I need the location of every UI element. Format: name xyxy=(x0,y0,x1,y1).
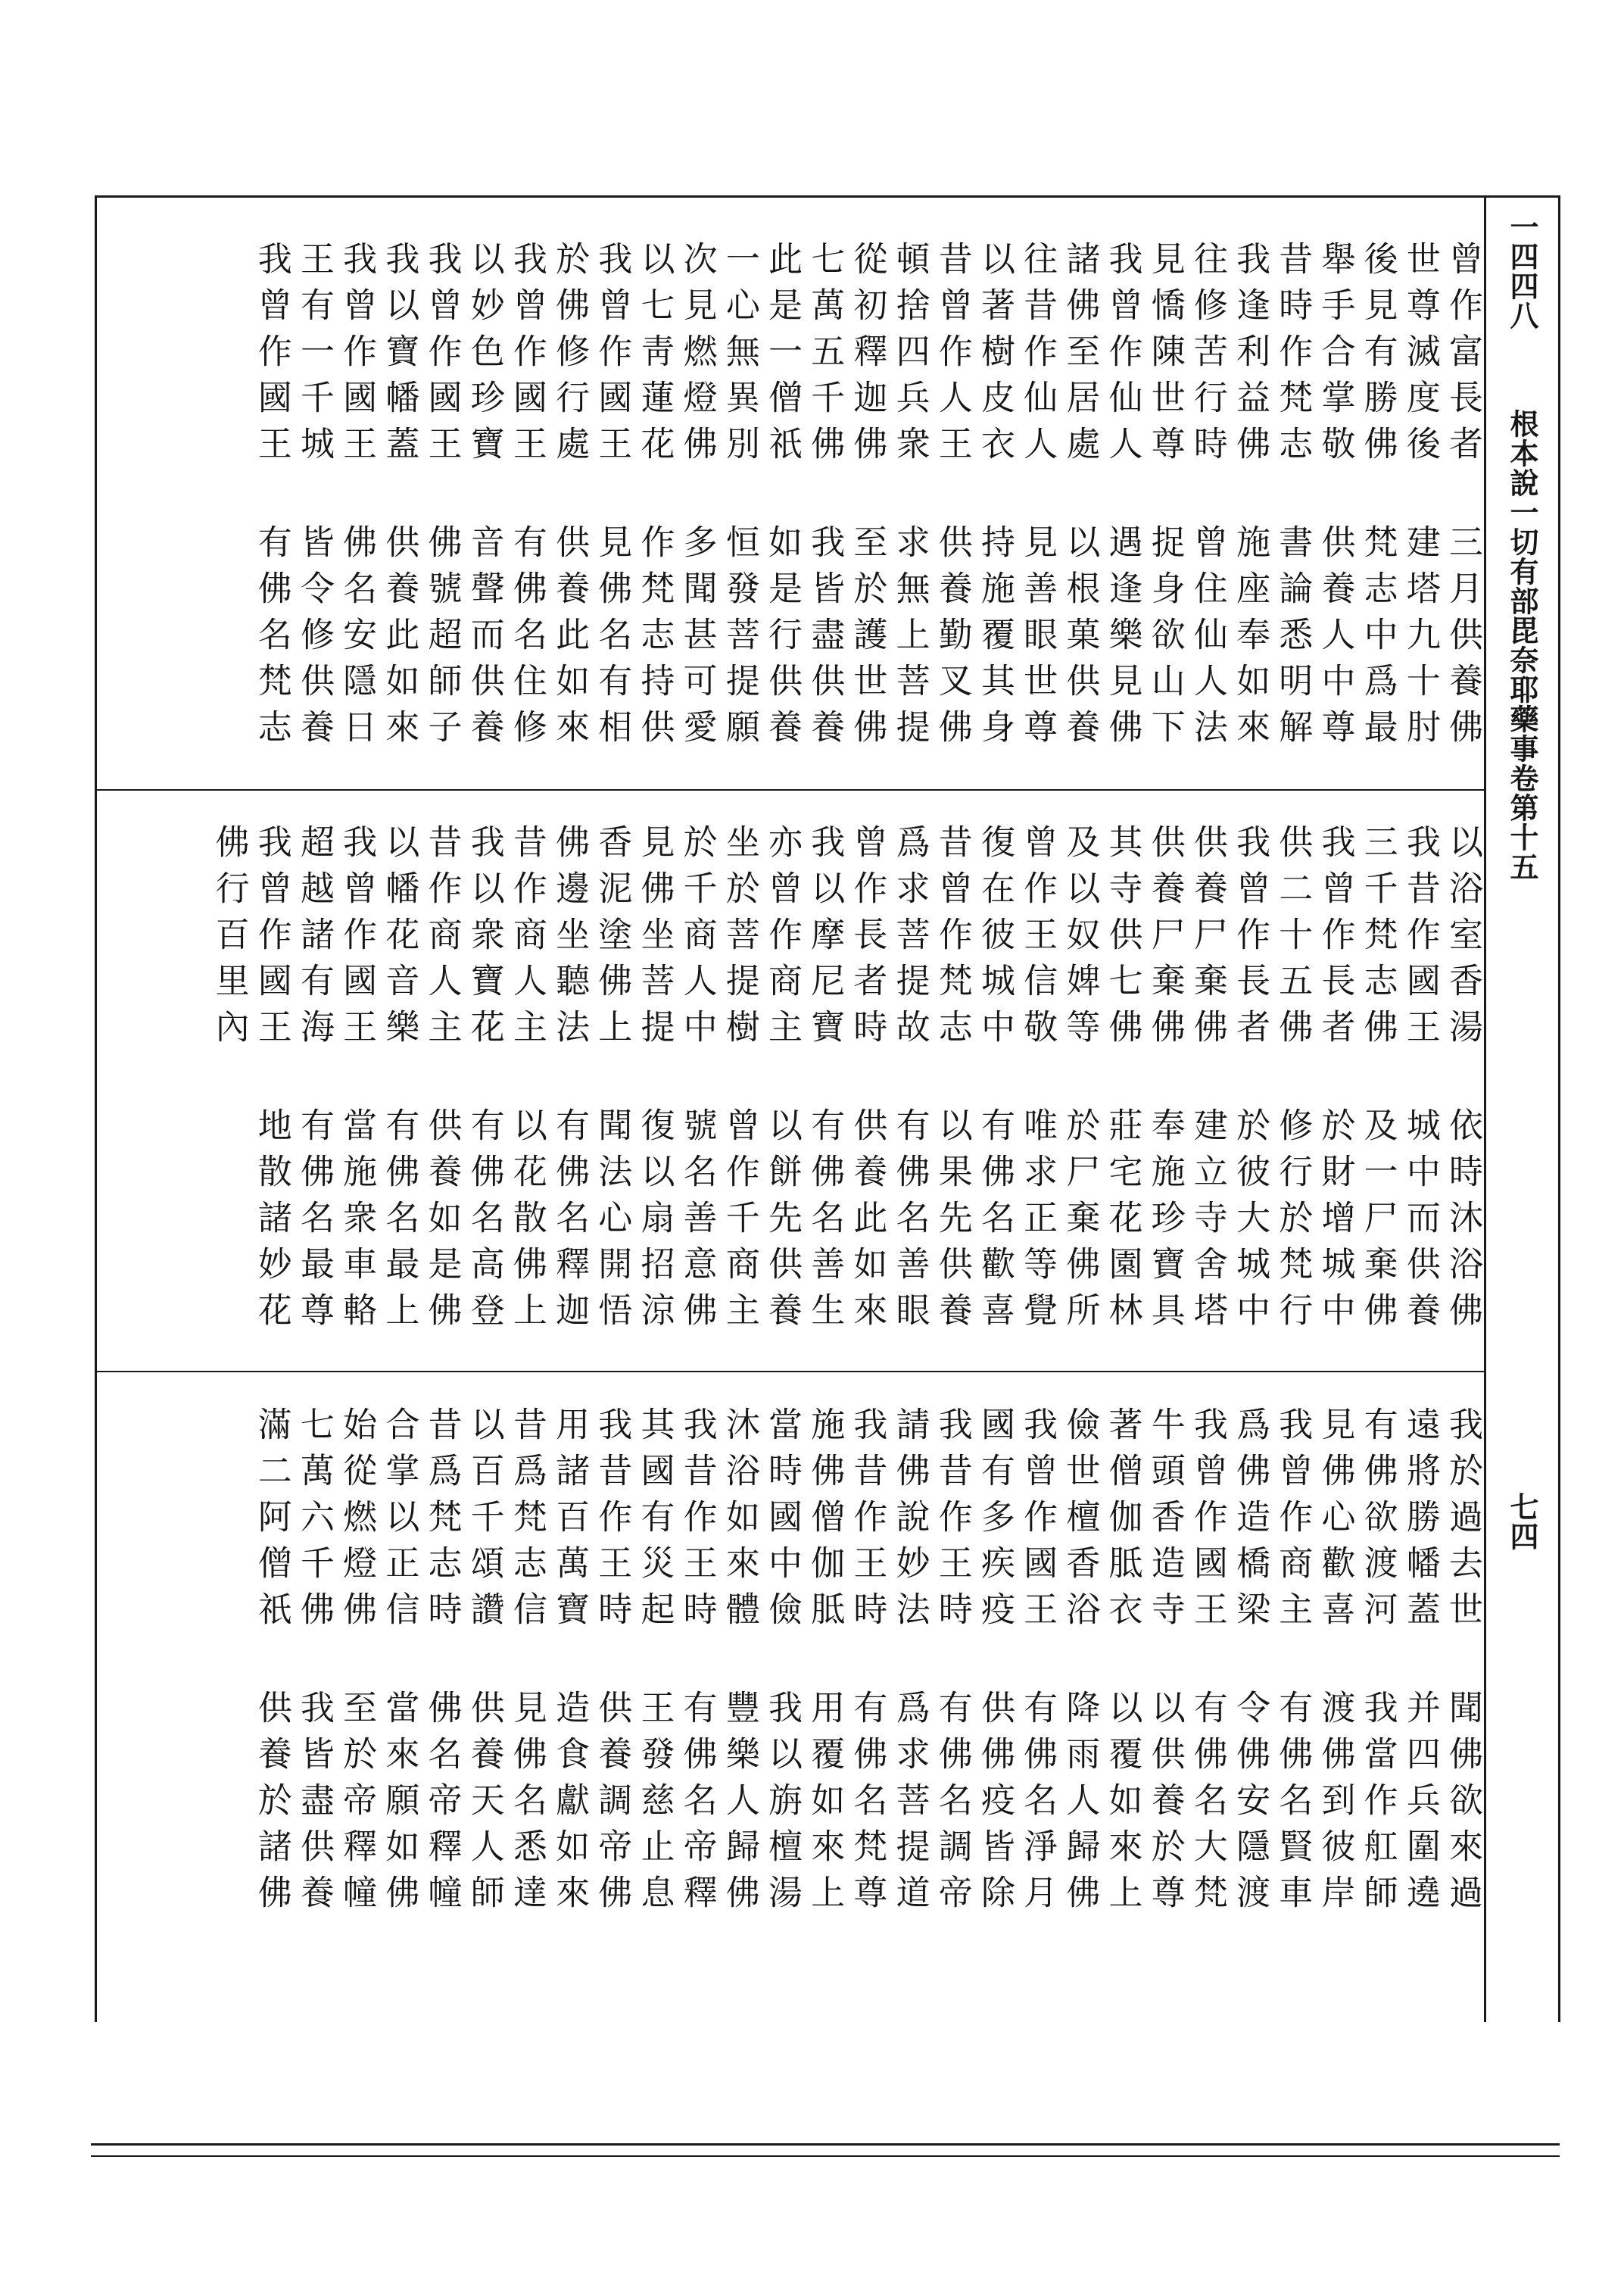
verse-line-lower: 供養人中尊 xyxy=(1315,524,1356,755)
verse-column xyxy=(1101,241,1143,763)
verse-column xyxy=(1442,1406,1484,1929)
verse-line-lower: 復以扇招涼 xyxy=(634,1107,675,1338)
verse-line-upper: 合掌以正信 xyxy=(379,1406,420,1637)
verse-line-lower: 於尸棄佛所 xyxy=(1060,1107,1101,1338)
verse-line-upper: 曾作富長者 xyxy=(1443,241,1483,472)
verse-column xyxy=(1314,1406,1356,1929)
sheet-number: 七四 xyxy=(1505,1492,1539,1551)
verse-line-upper: 請佛說妙法 xyxy=(890,1406,930,1637)
verse-line-lower: 佛名安隱日 xyxy=(337,524,378,755)
page-number: 一四四八 xyxy=(1505,212,1539,330)
verse-column xyxy=(974,824,1016,1347)
verse-line-upper: 以百千頌讚 xyxy=(464,1406,505,1637)
verse-line-lower: 造食獻如來 xyxy=(550,1690,591,1921)
verse-column xyxy=(1144,1406,1186,1929)
verse-line-lower: 有佛名大梵 xyxy=(1187,1690,1228,1921)
verse-line-upper: 以幡花音樂 xyxy=(379,824,420,1055)
verse-line-lower: 我當作舡師 xyxy=(1357,1690,1398,1921)
verse-line-upper: 我昔作王時 xyxy=(592,1406,633,1637)
verse-line-upper: 以浴室香湯 xyxy=(1443,824,1483,1055)
frame-right-inner-rule xyxy=(1484,195,1486,2022)
verse-line-upper: 於佛修行處 xyxy=(550,241,591,472)
verse-column xyxy=(675,241,718,763)
verse-column xyxy=(718,241,761,763)
verse-line-lower: 我皆盡供養 xyxy=(294,1690,335,1921)
verse-column xyxy=(548,241,591,763)
verse-line-lower: 求無上菩提 xyxy=(890,524,930,755)
verse-line-lower: 聞法心開悟 xyxy=(592,1107,633,1338)
verse-line-lower: 以供養於尊 xyxy=(1145,1690,1186,1921)
verse-line-upper: 爲佛造橋梁 xyxy=(1230,1406,1271,1637)
band-divider-1 xyxy=(97,789,1484,791)
verse-column xyxy=(633,241,675,763)
verse-column xyxy=(1016,1406,1058,1929)
verse-line-lower: 供養調帝佛 xyxy=(592,1690,633,1921)
verse-line-upper: 次見燃燈佛 xyxy=(677,241,718,472)
verse-column xyxy=(1356,824,1398,1347)
verse-line-lower: 及一尸棄佛 xyxy=(1357,1107,1398,1338)
verse-line-lower: 渡佛到彼岸 xyxy=(1315,1690,1356,1921)
verse-line-upper: 此是一僧祇 xyxy=(762,241,803,472)
verse-line-lower: 有佛名善眼 xyxy=(890,1107,930,1338)
verse-column xyxy=(335,241,378,763)
verse-line-upper: 我以摩尼寶 xyxy=(805,824,846,1055)
verse-column xyxy=(1314,824,1356,1347)
verse-column xyxy=(207,824,250,1347)
verse-line-lower: 供佛疫皆除 xyxy=(974,1690,1015,1921)
verse-line-upper: 我逢利益佛 xyxy=(1230,241,1271,472)
verse-line-upper: 昔爲梵志信 xyxy=(507,1406,547,1637)
verse-line-lower: 至於帝釋幢 xyxy=(337,1690,378,1921)
bottom-rule-1 xyxy=(91,2143,1560,2146)
verse-column xyxy=(1186,1406,1229,1929)
verse-line-lower: 見佛名悉達 xyxy=(507,1690,547,1921)
verse-line-upper: 施佛僧伽胝 xyxy=(805,1406,846,1637)
verse-line-lower: 供養此如來 xyxy=(379,524,420,755)
verse-line-lower: 有佛名梵尊 xyxy=(847,1690,888,1921)
verse-column xyxy=(293,824,335,1347)
verse-column xyxy=(675,824,718,1347)
verse-column xyxy=(251,824,293,1347)
verse-column xyxy=(591,824,633,1347)
verse-line-upper: 昔曾作梵志 xyxy=(932,824,973,1055)
verse-column xyxy=(1058,241,1101,763)
verse-columns xyxy=(207,824,1484,1347)
verse-line-upper: 昔作商人主 xyxy=(507,824,547,1055)
verse-line-upper: 牛頭香造寺 xyxy=(1145,1406,1186,1637)
verse-column xyxy=(591,1406,633,1929)
verse-line-lower: 我皆盡供養 xyxy=(805,524,846,755)
verse-column xyxy=(548,1406,591,1929)
verse-column xyxy=(293,241,335,763)
verse-line-lower: 有佛名梵志 xyxy=(251,524,292,755)
verse-line-upper: 我曾作長者 xyxy=(1230,824,1271,1055)
verse-line-upper: 昔時作梵志 xyxy=(1273,241,1314,472)
verse-line-lower: 多聞甚可愛 xyxy=(677,524,718,755)
verse-column xyxy=(1016,241,1058,763)
verse-line-lower: 并四兵圍遶 xyxy=(1400,1690,1441,1921)
verse-line-upper: 沐浴如來體 xyxy=(719,1406,760,1637)
verse-column xyxy=(1229,241,1271,763)
verse-line-upper: 佛行百里內 xyxy=(209,824,250,1055)
verse-line-upper: 後見有勝佛 xyxy=(1357,241,1398,472)
verse-column xyxy=(1186,241,1229,763)
verse-column xyxy=(420,824,463,1347)
verse-columns xyxy=(251,241,1484,763)
verse-column xyxy=(931,241,974,763)
verse-line-lower: 梵志中爲最 xyxy=(1357,524,1398,755)
verse-line-lower: 三月供養佛 xyxy=(1443,524,1483,755)
verse-line-lower: 有佛名賢車 xyxy=(1273,1690,1314,1921)
verse-line-upper: 我曾作國王 xyxy=(422,241,463,472)
verse-line-upper: 及以奴婢等 xyxy=(1060,824,1101,1055)
verse-line-lower: 修行於梵行 xyxy=(1273,1107,1314,1338)
verse-line-lower: 以餅先供養 xyxy=(762,1107,803,1338)
verse-line-upper: 昔爲梵志時 xyxy=(422,1406,463,1637)
verse-line-lower: 供養此如來 xyxy=(847,1107,888,1338)
verse-column xyxy=(293,1406,335,1929)
verse-line-lower: 曾作千商主 xyxy=(719,1107,760,1338)
verse-column xyxy=(335,824,378,1347)
running-title: 根本說一切有部毘奈耶藥事卷第十五 xyxy=(1505,409,1539,882)
verse-line-lower: 莊宅花園林 xyxy=(1102,1107,1143,1338)
verse-column xyxy=(1442,824,1484,1347)
verse-column xyxy=(931,824,974,1347)
verse-line-lower: 於財增城中 xyxy=(1315,1107,1356,1338)
verse-line-lower: 我以旃檀湯 xyxy=(762,1690,803,1921)
verse-line-lower: 遇逢樂見佛 xyxy=(1102,524,1143,755)
verse-line-lower: 降雨人歸佛 xyxy=(1060,1690,1101,1921)
verse-line-upper: 我曾作國王 xyxy=(1018,1406,1058,1637)
verse-column xyxy=(888,241,930,763)
verse-line-lower: 音聲而供養 xyxy=(464,524,505,755)
verse-column xyxy=(888,824,930,1347)
verse-column xyxy=(1144,241,1186,763)
verse-line-lower: 持施覆其身 xyxy=(974,524,1015,755)
verse-line-upper: 用諸百萬寶 xyxy=(550,1406,591,1637)
text-band-upper xyxy=(98,241,1484,763)
verse-line-lower: 有佛名釋迦 xyxy=(550,1107,591,1338)
text-band-middle xyxy=(98,824,1484,1347)
verse-column xyxy=(506,824,548,1347)
verse-line-upper: 以妙色珍寶 xyxy=(464,241,505,472)
verse-line-upper: 著僧伽胝衣 xyxy=(1102,1406,1143,1637)
verse-column xyxy=(1229,1406,1271,1929)
verse-line-lower: 至於護世佛 xyxy=(847,524,888,755)
verse-line-upper: 以七靑蓮花 xyxy=(634,241,675,472)
verse-column xyxy=(1058,824,1101,1347)
verse-line-upper: 三千梵志佛 xyxy=(1357,824,1398,1055)
verse-line-upper: 我曾作仙人 xyxy=(1102,241,1143,472)
frame-left-rule xyxy=(95,195,97,2022)
verse-line-upper: 從初釋迦佛 xyxy=(847,241,888,472)
verse-line-upper: 見憍陳世尊 xyxy=(1145,241,1186,472)
verse-column xyxy=(761,1406,803,1929)
verse-column xyxy=(633,824,675,1347)
verse-line-lower: 書論悉明解 xyxy=(1273,524,1314,755)
verse-line-lower: 佛名帝釋幢 xyxy=(422,1690,463,1921)
verse-line-lower: 以根菓供養 xyxy=(1060,524,1101,755)
verse-line-upper: 始從燃燈佛 xyxy=(337,1406,378,1637)
verse-line-lower: 供養此如來 xyxy=(550,524,591,755)
verse-column xyxy=(1144,824,1186,1347)
verse-column xyxy=(1399,1406,1442,1929)
verse-line-lower: 建塔九十肘 xyxy=(1400,524,1441,755)
verse-column xyxy=(463,1406,506,1929)
verse-line-upper: 供養尸棄佛 xyxy=(1145,824,1186,1055)
verse-line-upper: 以著樹皮衣 xyxy=(974,241,1015,472)
verse-line-upper: 頓捨四兵衆 xyxy=(890,241,930,472)
verse-line-lower: 有佛名住修 xyxy=(507,524,547,755)
verse-line-upper: 一心無異別 xyxy=(719,241,760,472)
verse-line-lower: 作梵志持供 xyxy=(634,524,675,755)
verse-line-upper: 我曾作國王 xyxy=(337,241,378,472)
verse-line-upper: 往修苦行時 xyxy=(1187,241,1228,472)
verse-line-lower: 爲求菩提道 xyxy=(890,1690,930,1921)
verse-column xyxy=(803,824,846,1347)
verse-column xyxy=(591,241,633,763)
verse-line-upper: 我曾作國王 xyxy=(251,241,292,472)
verse-line-upper: 香泥塗佛上 xyxy=(592,824,633,1055)
verse-column xyxy=(378,1406,420,1929)
verse-line-lower: 令佛安隱渡 xyxy=(1230,1690,1271,1921)
verse-line-lower: 唯求正等覺 xyxy=(1018,1107,1058,1338)
verse-line-upper: 舉手合掌敬 xyxy=(1315,241,1356,472)
verse-line-lower: 有佛名調帝 xyxy=(932,1690,973,1921)
verse-column xyxy=(251,241,293,763)
frame-top-rule xyxy=(95,195,1560,198)
verse-line-lower: 曾住仙人法 xyxy=(1187,524,1228,755)
verse-column xyxy=(761,824,803,1347)
verse-line-lower: 供養天人師 xyxy=(464,1690,505,1921)
verse-line-upper: 我曾作國王 xyxy=(337,824,378,1055)
verse-columns xyxy=(251,1406,1484,1929)
verse-column xyxy=(378,241,420,763)
verse-line-upper: 當時國中儉 xyxy=(762,1406,803,1637)
verse-column xyxy=(718,824,761,1347)
verse-line-upper: 儉世檀香浴 xyxy=(1060,1406,1101,1637)
verse-line-lower: 以果先供養 xyxy=(932,1107,973,1338)
verse-line-lower: 有佛名淨月 xyxy=(1018,1690,1058,1921)
verse-column xyxy=(1229,824,1271,1347)
verse-line-upper: 我昔作國王 xyxy=(1400,824,1441,1055)
verse-line-lower: 奉施珍寶具 xyxy=(1145,1107,1186,1338)
verse-line-lower: 用覆如來上 xyxy=(805,1690,846,1921)
verse-column xyxy=(463,241,506,763)
verse-column xyxy=(1101,824,1143,1347)
verse-column xyxy=(420,241,463,763)
verse-column xyxy=(974,241,1016,763)
verse-line-lower: 王發慈止息 xyxy=(634,1690,675,1921)
verse-line-lower: 聞佛欲來過 xyxy=(1443,1690,1483,1921)
frame-right-outer-rule xyxy=(1558,195,1560,2022)
verse-line-upper: 我曾作國王 xyxy=(592,241,633,472)
verse-line-upper: 有佛欲渡河 xyxy=(1357,1406,1398,1637)
text-band-lower xyxy=(98,1406,1484,1929)
bottom-rule-2 xyxy=(91,2155,1560,2157)
verse-line-upper: 爲求菩提故 xyxy=(890,824,930,1055)
verse-column xyxy=(718,1406,761,1929)
verse-line-lower: 有佛名歡喜 xyxy=(974,1107,1015,1338)
verse-line-upper: 佛邊坐聽法 xyxy=(550,824,591,1055)
verse-column xyxy=(378,824,420,1347)
verse-line-lower: 以覆如來上 xyxy=(1102,1690,1143,1921)
verse-line-lower: 見善眼世尊 xyxy=(1018,524,1058,755)
verse-line-lower: 當來願如佛 xyxy=(379,1690,420,1921)
verse-line-lower: 捉身欲山下 xyxy=(1145,524,1186,755)
verse-line-upper: 見佛心歡喜 xyxy=(1315,1406,1356,1637)
verse-column xyxy=(506,1406,548,1929)
verse-line-lower: 以花散佛上 xyxy=(507,1107,547,1338)
verse-line-upper: 我曾作長者 xyxy=(1315,824,1356,1055)
verse-column xyxy=(1101,1406,1143,1929)
verse-line-upper: 其寺供七佛 xyxy=(1102,824,1143,1055)
verse-line-upper: 我於過去世 xyxy=(1443,1406,1483,1637)
verse-line-lower: 豐樂人歸佛 xyxy=(719,1690,760,1921)
verse-line-upper: 國有多疾疫 xyxy=(974,1406,1015,1637)
verse-line-lower: 供養勤叉佛 xyxy=(932,524,973,755)
verse-line-upper: 我以寶幡蓋 xyxy=(379,241,420,472)
verse-line-lower: 供養如是佛 xyxy=(422,1107,463,1338)
verse-line-upper: 我昔作王時 xyxy=(847,1406,888,1637)
verse-column xyxy=(761,241,803,763)
verse-line-upper: 七萬六千佛 xyxy=(294,1406,335,1637)
verse-line-upper: 我曾作國王 xyxy=(1187,1406,1228,1637)
verse-line-upper: 滿二阿僧祇 xyxy=(251,1406,292,1637)
verse-column xyxy=(1271,1406,1314,1929)
verse-column xyxy=(846,1406,888,1929)
verse-line-upper: 往昔作仙人 xyxy=(1018,241,1058,472)
verse-column xyxy=(633,1406,675,1929)
verse-line-upper: 復在彼城中 xyxy=(974,824,1015,1055)
verse-column xyxy=(803,1406,846,1929)
verse-line-upper: 王有一千城 xyxy=(294,241,335,472)
verse-line-upper: 我曾作商主 xyxy=(1273,1406,1314,1637)
verse-line-upper: 諸佛至居處 xyxy=(1060,241,1101,472)
verse-line-upper: 昔作商人主 xyxy=(422,824,463,1055)
verse-column xyxy=(1186,824,1229,1347)
band-divider-2 xyxy=(97,1371,1484,1372)
verse-column xyxy=(463,824,506,1347)
verse-column xyxy=(506,241,548,763)
verse-column xyxy=(1314,241,1356,763)
verse-line-upper: 供養尸棄佛 xyxy=(1187,824,1228,1055)
verse-line-lower: 號名善意佛 xyxy=(677,1107,718,1338)
verse-column xyxy=(1016,824,1058,1347)
verse-column xyxy=(335,1406,378,1929)
verse-line-lower: 當施衆車輅 xyxy=(337,1107,378,1338)
verse-column xyxy=(548,824,591,1347)
verse-line-lower: 佛號超師子 xyxy=(422,524,463,755)
verse-column xyxy=(1356,241,1398,763)
verse-line-lower: 如是行供養 xyxy=(762,524,803,755)
verse-column xyxy=(251,1406,293,1929)
verse-column xyxy=(1271,241,1314,763)
verse-line-upper: 超越諸有海 xyxy=(294,824,335,1055)
verse-line-lower: 見佛名有相 xyxy=(592,524,633,755)
verse-line-lower: 城中而供養 xyxy=(1400,1107,1441,1338)
verse-line-upper: 曾作長者時 xyxy=(847,824,888,1055)
verse-column xyxy=(974,1406,1016,1929)
verse-line-lower: 施座奉如來 xyxy=(1230,524,1271,755)
verse-column xyxy=(1271,824,1314,1347)
verse-line-lower: 於彼大城中 xyxy=(1230,1107,1271,1338)
verse-line-upper: 昔曾作人王 xyxy=(932,241,973,472)
verse-line-upper: 世尊滅度後 xyxy=(1400,241,1441,472)
verse-line-lower: 有佛名最尊 xyxy=(294,1107,335,1338)
verse-line-lower: 有佛名最上 xyxy=(379,1107,420,1338)
verse-line-lower: 皆令修供養 xyxy=(294,524,335,755)
verse-column xyxy=(1442,241,1484,763)
verse-line-upper: 曾作王信敬 xyxy=(1018,824,1058,1055)
verse-column xyxy=(888,1406,930,1929)
verse-column xyxy=(803,241,846,763)
verse-column xyxy=(1058,1406,1101,1929)
verse-line-lower: 恒發菩提願 xyxy=(719,524,760,755)
verse-line-upper: 我以衆寶花 xyxy=(464,824,505,1055)
verse-line-upper: 七萬五千佛 xyxy=(805,241,846,472)
verse-line-upper: 我昔作王時 xyxy=(932,1406,973,1637)
verse-column xyxy=(846,824,888,1347)
verse-column xyxy=(1356,1406,1398,1929)
verse-line-upper: 於千商人中 xyxy=(677,824,718,1055)
verse-column xyxy=(1399,241,1442,763)
verse-line-lower: 建立寺舍塔 xyxy=(1187,1107,1228,1338)
verse-column xyxy=(675,1406,718,1929)
verse-line-upper: 我曾作國王 xyxy=(251,824,292,1055)
verse-line-lower: 有佛名帝釋 xyxy=(677,1690,718,1921)
verse-column xyxy=(1399,824,1442,1347)
verse-line-upper: 遠將勝幡蓋 xyxy=(1400,1406,1441,1637)
verse-line-upper: 其國有災起 xyxy=(634,1406,675,1637)
verse-line-upper: 我昔作王時 xyxy=(677,1406,718,1637)
verse-column xyxy=(931,1406,974,1929)
verse-line-lower: 有佛名高登 xyxy=(464,1107,505,1338)
verse-line-upper: 見佛坐菩提 xyxy=(634,824,675,1055)
verse-line-lower: 有佛名善生 xyxy=(805,1107,846,1338)
verse-line-upper: 坐於菩提樹 xyxy=(719,824,760,1055)
verse-line-upper: 供二十五佛 xyxy=(1273,824,1314,1055)
verse-line-lower: 供養於諸佛 xyxy=(251,1690,292,1921)
verse-line-upper: 我曾作國王 xyxy=(507,241,547,472)
verse-column xyxy=(420,1406,463,1929)
verse-line-lower: 依時沐浴佛 xyxy=(1443,1107,1483,1338)
verse-line-upper: 亦曾作商主 xyxy=(762,824,803,1055)
verse-column xyxy=(846,241,888,763)
verse-line-lower: 地散諸妙花 xyxy=(251,1107,292,1338)
